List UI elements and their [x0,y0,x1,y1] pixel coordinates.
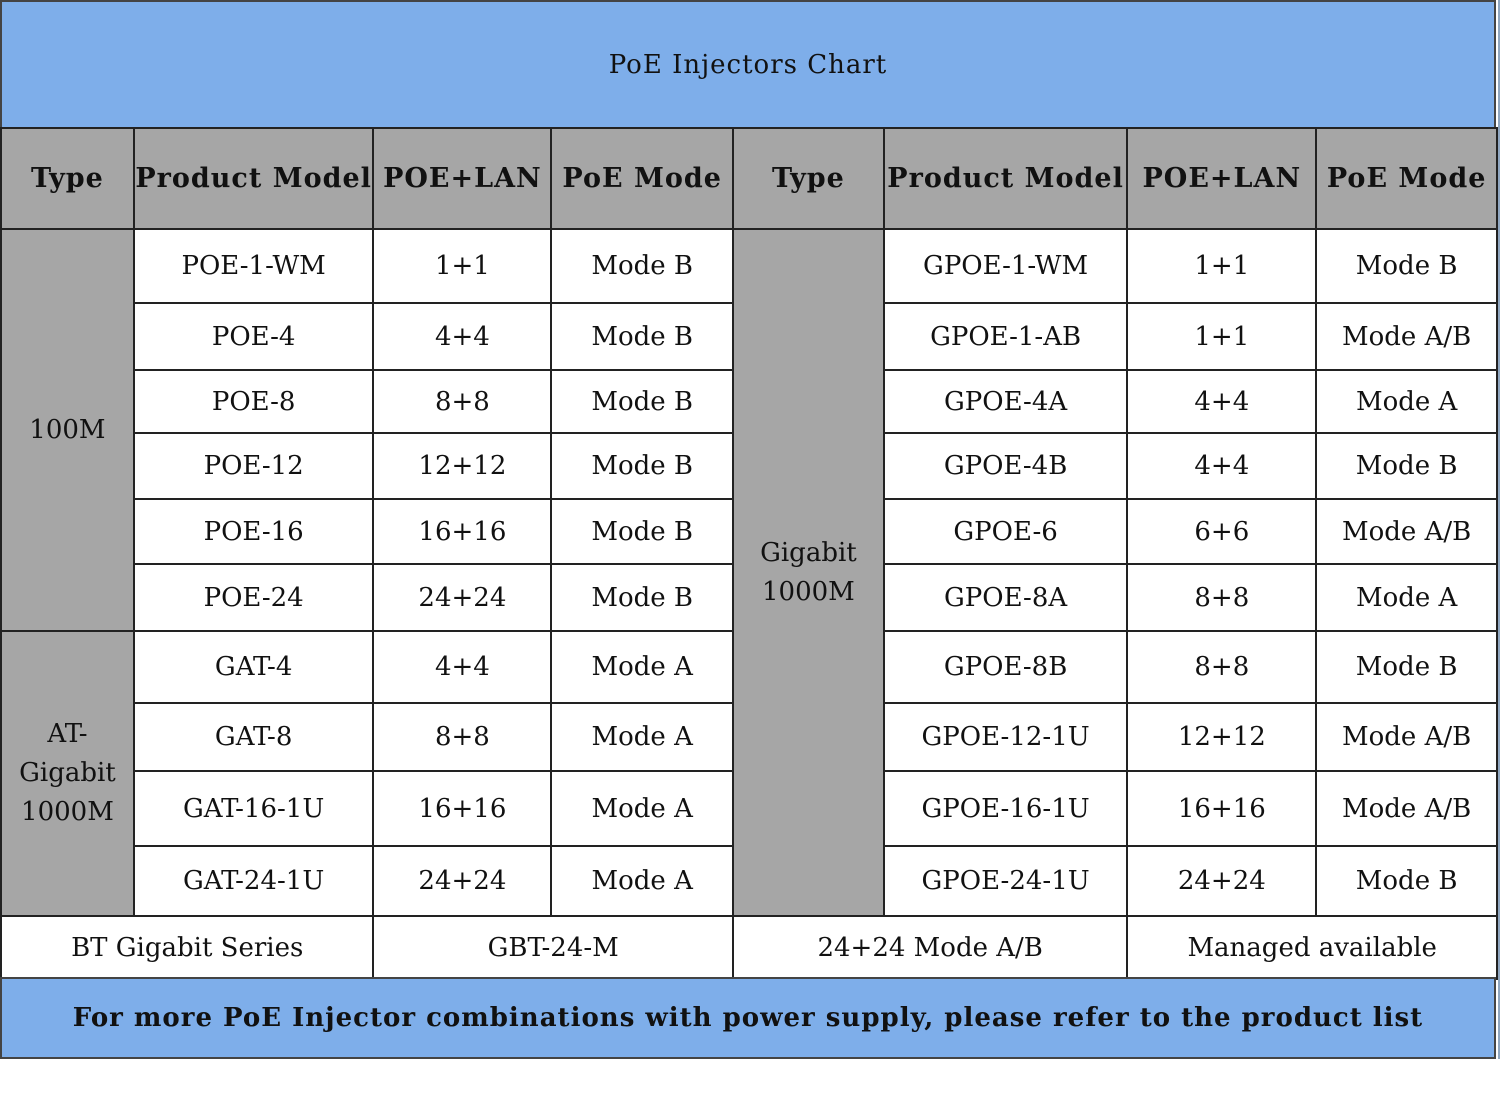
type-group-right [733,229,884,916]
poe-mode-cell: Mode A/B [1316,303,1497,370]
poe-lan-cell: 4+4 [373,303,551,370]
poe-lan-cell: 8+8 [1127,564,1316,631]
product-model-cell: GPOE-24-1U [884,846,1128,916]
product-model-cell: GPOE-4A [884,370,1128,433]
product-model-cell: POE-1-WM [134,229,374,303]
poe-lan-cell: 8+8 [373,703,551,771]
poe-lan-cell: 24+24 [373,846,551,916]
product-model-cell: GPOE-1-AB [884,303,1128,370]
header-type-right: Type [733,128,884,229]
poe-lan-cell: 12+12 [1127,703,1316,771]
product-model-cell: POE-16 [134,499,374,564]
product-model-cell: GAT-16-1U [134,771,374,846]
type-group-left [1,631,134,916]
poe-mode-cell: Mode A [551,703,733,771]
poe-mode-cell: Mode A [551,846,733,916]
header-poe-lan-right: POE+LAN [1127,128,1316,229]
poe-lan-cell: 12+12 [373,433,551,499]
poe-lan-cell: 1+1 [1127,303,1316,370]
bt-product-model: GBT-24-M [373,916,733,979]
poe-lan-cell: 24+24 [1127,846,1316,916]
poe-mode-cell: Mode A/B [1316,499,1497,564]
product-model-cell: GPOE-1-WM [884,229,1128,303]
product-model-cell: GAT-24-1U [134,846,374,916]
product-model-cell: GPOE-12-1U [884,703,1128,771]
header-poe-lan-left: POE+LAN [373,128,551,229]
header-poe-mode-right: PoE Mode [1316,128,1497,229]
poe-lan-cell: 8+8 [373,370,551,433]
header-row [1,128,1497,229]
poe-lan-cell: 24+24 [373,564,551,631]
type-group-right-line: Gigabit [760,537,857,568]
poe-lan-cell: 1+1 [1127,229,1316,303]
poe-lan-cell: 8+8 [1127,631,1316,703]
product-model-cell: GAT-8 [134,703,374,771]
poe-mode-cell: Mode A/B [1316,703,1497,771]
poe-mode-cell: Mode B [1316,631,1497,703]
type-group-left [1,229,134,631]
product-model-cell: POE-12 [134,433,374,499]
product-model-cell: GPOE-16-1U [884,771,1128,846]
footer-note: For more PoE Injector combinations with power supply, please refer to the product list [0,977,1496,1059]
product-model-cell: GPOE-4B [884,433,1128,499]
poe-lan-cell: 16+16 [373,771,551,846]
chart-title: PoE Injectors Chart [0,0,1496,127]
product-model-cell: GAT-4 [134,631,374,703]
poe-mode-cell: Mode A [1316,370,1497,433]
poe-mode-cell: Mode A [551,631,733,703]
poe-lan-cell: 1+1 [373,229,551,303]
table-row [1,229,1497,303]
poe-mode-cell: Mode B [551,229,733,303]
product-model-cell: GPOE-8A [884,564,1128,631]
header-type-left: Type [1,128,134,229]
bt-lan-mode: 24+24 Mode A/B [733,916,1127,979]
poe-mode-cell: Mode B [1316,433,1497,499]
poe-mode-cell: Mode B [1316,846,1497,916]
poe-mode-cell: Mode B [551,303,733,370]
product-model-cell: POE-24 [134,564,374,631]
poe-lan-cell: 4+4 [1127,433,1316,499]
bt-series-row [1,916,1497,979]
type-group-right-line: 1000M [762,576,855,607]
poe-mode-cell: Mode B [551,564,733,631]
poe-mode-cell: Mode B [551,370,733,433]
product-model-cell: POE-8 [134,370,374,433]
type-group-left-line: AT- [47,719,88,749]
bt-series-label: BT Gigabit Series [1,916,373,979]
header-poe-mode-left: PoE Mode [551,128,733,229]
poe-mode-cell: Mode A/B [1316,771,1497,846]
bt-managed-note: Managed available [1127,916,1497,979]
poe-lan-cell: 4+4 [373,631,551,703]
poe-mode-cell: Mode B [551,433,733,499]
poe-mode-cell: Mode A [551,771,733,846]
type-group-left-line: Gigabit [19,758,116,788]
product-model-cell: GPOE-8B [884,631,1128,703]
poe-mode-cell: Mode A [1316,564,1497,631]
poe-lan-cell: 6+6 [1127,499,1316,564]
type-group-left-line: 1000M [21,797,114,827]
poe-lan-cell: 16+16 [373,499,551,564]
type-group-left-line: 100M [29,414,106,445]
poe-lan-cell: 16+16 [1127,771,1316,846]
product-model-cell: POE-4 [134,303,374,370]
poe-lan-cell: 4+4 [1127,370,1316,433]
header-model-right: Product Model [884,128,1128,229]
header-model-left: Product Model [134,128,374,229]
product-model-cell: GPOE-6 [884,499,1128,564]
poe-injectors-table [0,127,1498,980]
poe-mode-cell: Mode B [551,499,733,564]
poe-mode-cell: Mode B [1316,229,1497,303]
